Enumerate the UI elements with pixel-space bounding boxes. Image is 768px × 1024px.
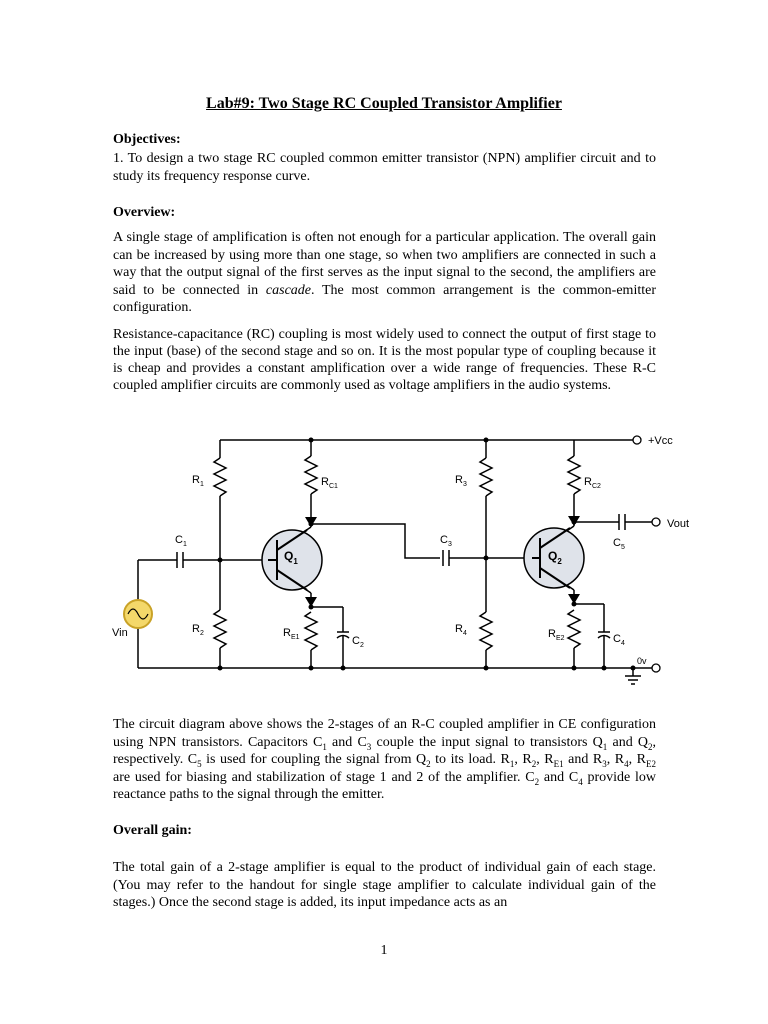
overview-paragraph-2: Resistance-capacitance (RC) coupling is most widely used to connect the output of first stage to the input (base) of the second stage and so on. It is the most popular type of coupling because it is cheap and provides a constant amplification over a wide range of frequencies. These R-C coupled amplifier circuits are commonly used as voltage amplifiers in the audio systems.	[113, 327, 656, 393]
objectives-text: 1. To design a two stage RC coupled common emitter transistor (NPN) amplifier circuit and to study its frequency response curve.	[113, 151, 656, 184]
circuit-description: The circuit diagram above shows the 2-stages of an R-C coupled amplifier in CE configuration using NPN transistors. Capacitors $C_1$ and $C_3$ couple the input signal to transistors $Q_1$ and $Q_2$, respectively. $C_5$ is used for coupling the signal from $Q_2$ to its load. $R_1$, $R_2$, $R_{E1}$ and $R_3$, $R_4$, $R_{E2}$ are used for biasing and stabilization of stage 1 and 2 of the amplifier. $C_2$ and $C_4$ provide low reactance paths to the signal through the emitter.	[113, 717, 657, 802]
overall-gain-heading: Overall gain:	[113, 823, 192, 838]
rc1-label: $R_{C1}$	[321, 476, 338, 490]
r2-label: $R_2$	[192, 623, 204, 637]
re2-label: $R_{E2}$	[548, 628, 565, 642]
page-number: 1	[380, 943, 388, 958]
overview-paragraph-1	[113, 229, 656, 317]
overview-p1-end: . The most common arrangement is the common-emitter configuration.	[113, 282, 656, 315]
q2-label: $Q_2$	[548, 549, 562, 566]
document-title: Lab#9: Two Stage RC Coupled Transistor Amplifier	[206, 95, 562, 112]
overview-heading: Overview:	[113, 205, 176, 220]
c4-label: $C_4$	[613, 633, 625, 647]
ov-label: 0v	[637, 656, 647, 666]
c2-label: $C_2$	[352, 635, 364, 649]
rc2-label: $R_{C2}$	[584, 476, 601, 490]
c3-label: $C_3$	[440, 534, 452, 548]
re1-label: $R_{E1}$	[283, 627, 300, 641]
vin-label: Vin	[112, 627, 128, 639]
objectives-heading: Objectives:	[113, 132, 181, 147]
overview-p1-text: A single stage of amplification is often not enough for a particular application. The overall gain can be increased by using more than one stage, so when two amplifiers are connected in such a way that the output signal of the first serves as the input signal to the second, the amplifiers are said to be connected in	[113, 230, 656, 298]
c5-label: $C_5$	[613, 537, 625, 551]
vout-label: Vout	[667, 518, 690, 530]
c1-label: $C_1$	[175, 534, 187, 548]
q1-label: $Q_1$	[284, 549, 298, 566]
r1-label: $R_1$	[192, 474, 204, 488]
vcc-label: +Vcc	[648, 435, 673, 447]
cascade-term: cascade	[265, 282, 311, 298]
circuit-diagram	[105, 425, 705, 697]
overall-gain-text: The total gain of a 2-stage amplifier is equal to the product of individual gain of each stage. (You may refer to the handout for single stage amplifier to calculate individual gain of the stages.) Once the second stage is added, its input impedance acts as an	[113, 860, 656, 910]
r3-label: $R_3$	[455, 474, 467, 488]
r4-label: $R_4$	[455, 623, 467, 637]
